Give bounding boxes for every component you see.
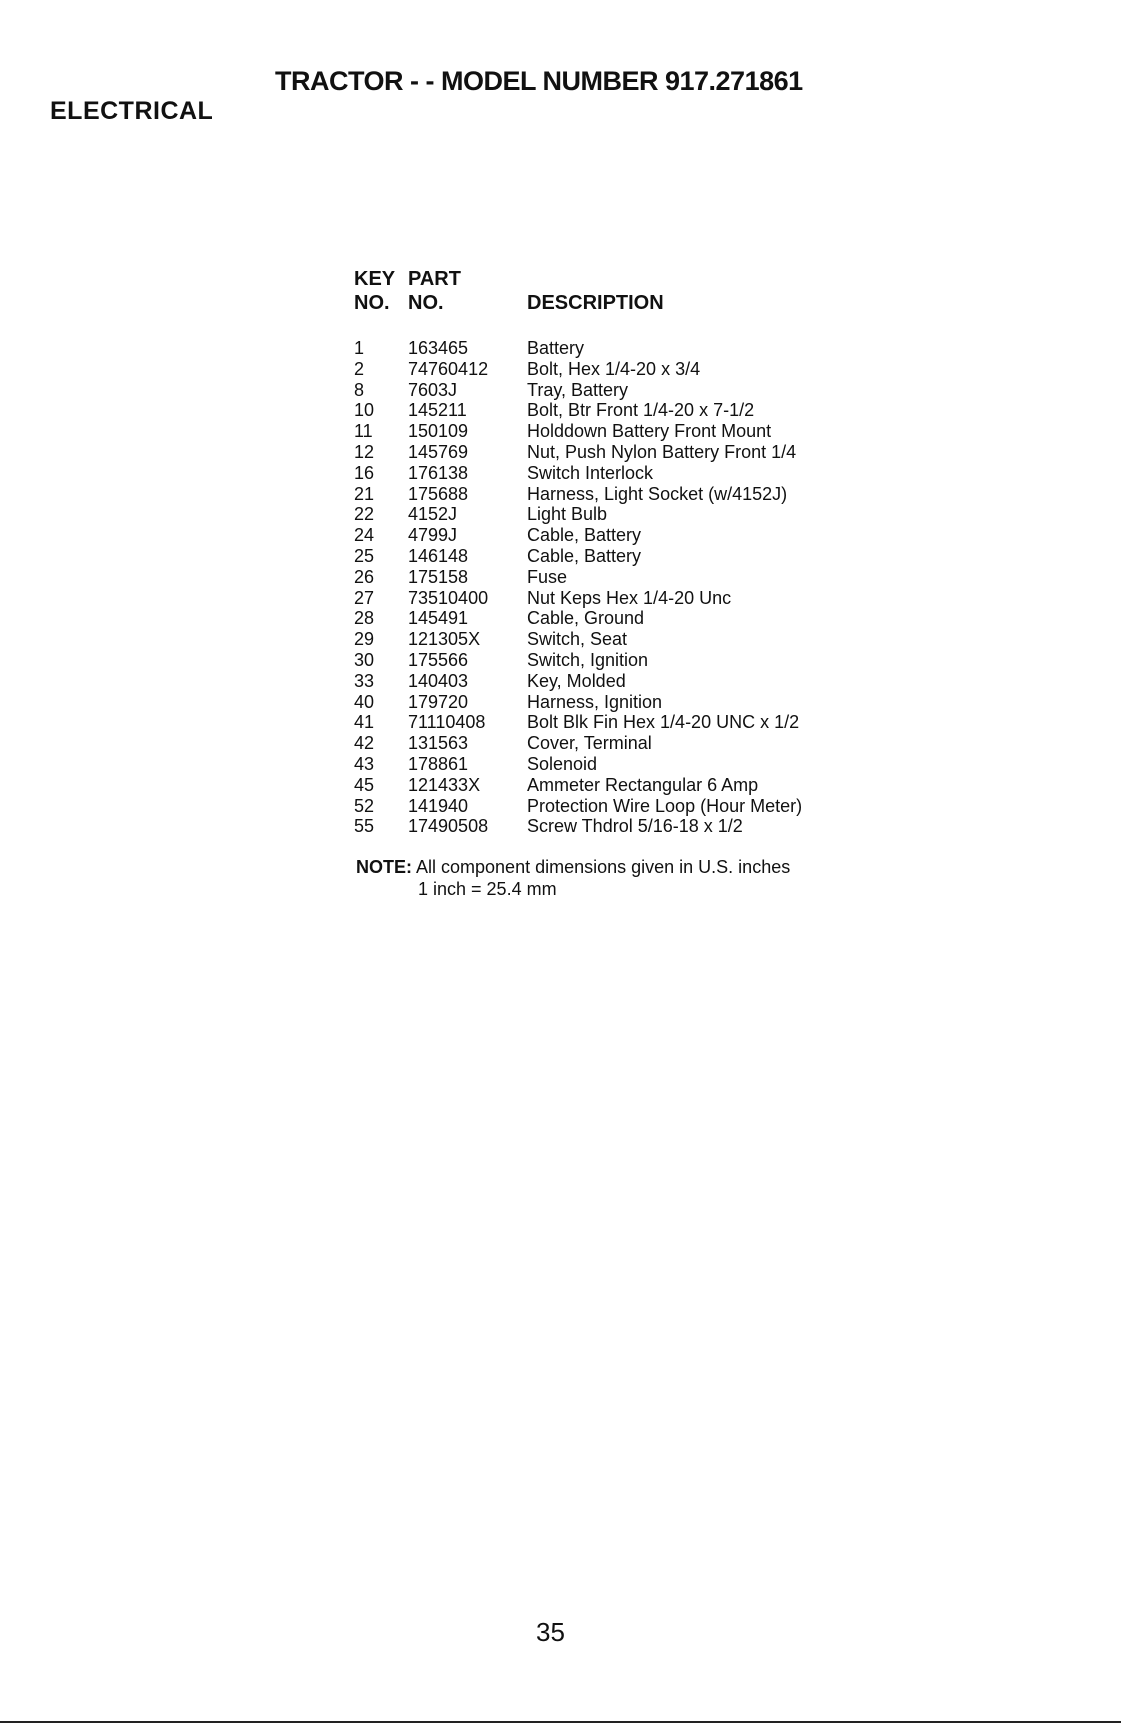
- part-number: 4799J: [408, 525, 458, 546]
- part-description: Harness, Light Socket (w/4152J): [527, 483, 788, 504]
- list-item: [354, 754, 802, 775]
- list-item: [354, 775, 802, 796]
- key-number: 12: [354, 441, 375, 462]
- key-number: 30: [354, 649, 375, 670]
- page-number: 35: [536, 1617, 565, 1647]
- part-description: Fuse: [527, 566, 568, 587]
- list-item: [354, 692, 802, 713]
- part-description: Cover, Terminal: [527, 733, 652, 754]
- key-number: 26: [354, 566, 375, 587]
- section-heading: ELECTRICAL: [50, 97, 214, 125]
- part-number: 4152J: [408, 504, 458, 525]
- key-header-line1: KEY: [354, 268, 396, 290]
- list-item: [354, 816, 802, 837]
- key-number: 41: [354, 712, 375, 733]
- list-item: [354, 338, 802, 359]
- part-number: 146148: [408, 545, 469, 566]
- part-number: 121433X: [408, 774, 481, 795]
- key-number: 40: [354, 691, 375, 712]
- key-number: 8: [354, 379, 365, 400]
- key-number: 22: [354, 504, 375, 525]
- part-description: Bolt Blk Fin Hex 1/4-20 UNC x 1/2: [527, 712, 800, 733]
- key-number: 2: [354, 358, 365, 379]
- part-number: 145769: [408, 441, 469, 462]
- key-number: 33: [354, 670, 375, 691]
- part-description: Holddown Battery Front Mount: [527, 421, 772, 442]
- page-title: TRACTOR - - MODEL NUMBER 917.271861: [275, 66, 803, 96]
- key-number: 28: [354, 608, 375, 629]
- part-number: 7603J: [408, 379, 458, 400]
- part-number: 145491: [408, 608, 469, 629]
- part-number: 74760412: [408, 358, 489, 379]
- list-item: [354, 463, 802, 484]
- part-description: Solenoid: [527, 753, 598, 774]
- key-number: 42: [354, 733, 375, 754]
- part-number: 175688: [408, 483, 469, 504]
- key-number: 43: [354, 753, 375, 774]
- list-item: [354, 442, 802, 463]
- part-number: 163465: [408, 338, 469, 358]
- list-item: [354, 359, 802, 380]
- list-item: [354, 400, 802, 421]
- list-item: [354, 380, 802, 401]
- key-no-header: [354, 267, 395, 315]
- key-number: 55: [354, 816, 375, 837]
- part-description: Nut, Push Nylon Battery Front 1/4: [527, 441, 797, 462]
- part-number: 150109: [408, 421, 469, 442]
- part-number: 175566: [408, 649, 469, 670]
- part-description: Light Bulb: [527, 504, 608, 525]
- key-number: 11: [354, 421, 373, 442]
- dimension-note: [356, 856, 790, 900]
- note-conversion: 1 inch = 25.4 mm: [418, 879, 557, 899]
- part-number: 176138: [408, 462, 469, 483]
- key-number: 21: [354, 483, 375, 504]
- part-description: Cable, Battery: [527, 525, 642, 546]
- part-number: 145211: [408, 400, 467, 421]
- key-number: 27: [354, 587, 375, 608]
- part-description: Tray, Battery: [527, 379, 629, 400]
- part-description: Bolt, Btr Front 1/4-20 x 7-1/2: [527, 400, 755, 421]
- key-number: 10: [354, 400, 375, 421]
- part-number: 17490508: [408, 816, 489, 837]
- part-description: Nut Keps Hex 1/4-20 Unc: [527, 587, 732, 608]
- part-number: 121305X: [408, 629, 481, 650]
- key-number: 45: [354, 774, 375, 795]
- list-item: [354, 484, 802, 505]
- part-description: Switch Interlock: [527, 462, 654, 483]
- list-item: [354, 796, 802, 817]
- part-number: 179720: [408, 691, 469, 712]
- part-description: Switch, Ignition: [527, 649, 649, 670]
- list-item: [354, 712, 802, 733]
- part-description: Harness, Ignition: [527, 691, 663, 712]
- part-description: Ammeter Rectangular 6 Amp: [527, 774, 759, 795]
- list-item: [354, 504, 802, 525]
- part-number: 73510400: [408, 587, 489, 608]
- key-number: 1: [354, 338, 365, 358]
- list-item: [354, 588, 802, 609]
- list-item: [354, 567, 802, 588]
- part-number: 141940: [408, 795, 469, 816]
- part-description: Screw Thdrol 5/16-18 x 1/2: [527, 816, 743, 837]
- key-header-line2: NO.: [354, 292, 390, 314]
- part-description: Battery: [527, 338, 585, 358]
- part-header-line2: NO.: [408, 292, 444, 314]
- list-item: [354, 671, 802, 692]
- list-item: [354, 525, 802, 546]
- part-no-header: [408, 267, 461, 315]
- part-description: Bolt, Hex 1/4-20 x 3/4: [527, 358, 701, 379]
- part-description: Switch, Seat: [527, 629, 628, 650]
- parts-list: [354, 338, 802, 837]
- description-header: DESCRIPTION: [527, 292, 664, 314]
- part-description: Cable, Battery: [527, 545, 642, 566]
- key-number: 52: [354, 795, 375, 816]
- key-number: 25: [354, 545, 375, 566]
- list-item: [354, 608, 802, 629]
- list-item: [354, 546, 802, 567]
- part-number: 178861: [408, 753, 469, 774]
- part-number: 131563: [408, 733, 469, 754]
- part-number: 175158: [408, 566, 469, 587]
- part-description: Key, Molded: [527, 670, 626, 691]
- part-header-line1: PART: [408, 268, 461, 290]
- list-item: [354, 650, 802, 671]
- key-number: 29: [354, 629, 375, 650]
- part-description: Cable, Ground: [527, 608, 645, 629]
- note-text: All component dimensions given in U.S. inches: [416, 857, 791, 877]
- list-item: [354, 733, 802, 754]
- list-item: [354, 421, 802, 442]
- part-number: 71110408: [408, 712, 486, 733]
- note-label: NOTE:: [356, 857, 412, 877]
- part-number: 140403: [408, 670, 469, 691]
- list-item: [354, 629, 802, 650]
- part-description: Protection Wire Loop (Hour Meter): [527, 795, 803, 816]
- key-number: 24: [354, 525, 375, 546]
- key-number: 16: [354, 462, 375, 483]
